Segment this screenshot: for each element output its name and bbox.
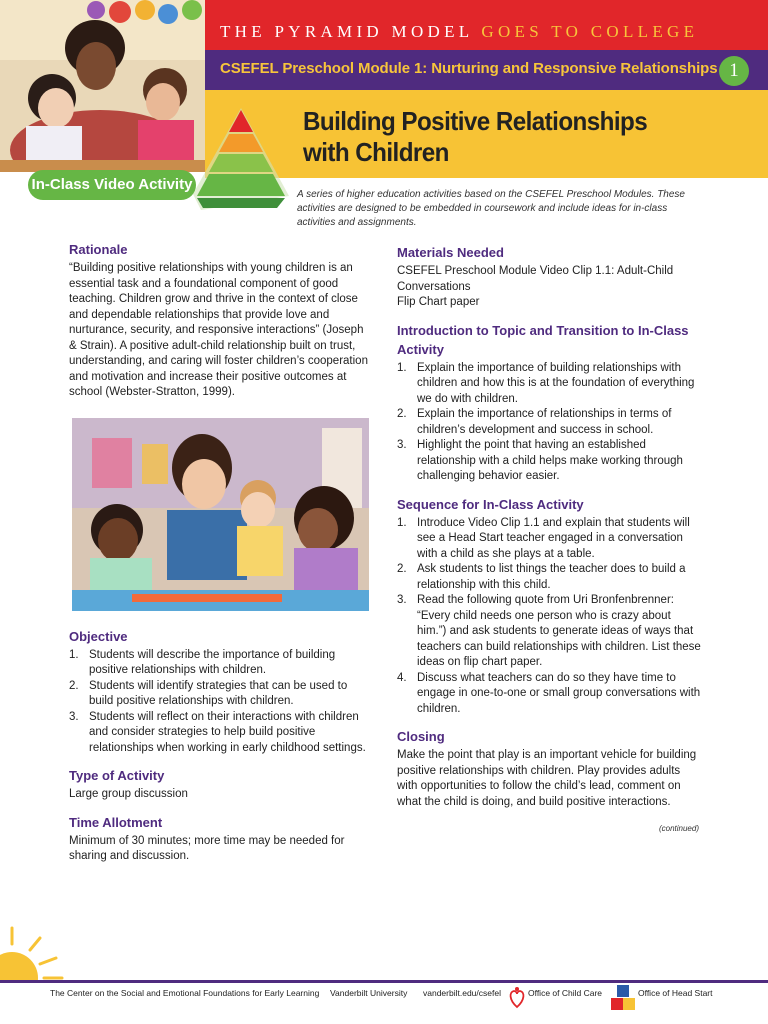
rationale-section xyxy=(69,240,370,401)
rationale-heading: Rationale xyxy=(69,242,128,257)
page-title-line1: Building Positive Relationships xyxy=(303,106,648,136)
list-item-text: Explain the importance of relationships in terms of children’s development and success in school. xyxy=(417,408,672,436)
footer-center-name: The Center on the Social and Emotional Foundations for Early Learning xyxy=(50,988,320,998)
list-item: 1. Introduce Video Clip 1.1 and explain that students will see a Head Start teacher engaged in a conversation with a child as she plays at a table. xyxy=(397,516,690,560)
list-item-text: Highlight the point that having an established relationship with a child helps make working through challenging behavior easier. xyxy=(417,439,683,482)
child-care-heart-icon xyxy=(507,986,527,1010)
continued-note: (continued) xyxy=(658,824,699,833)
time-allotment-heading: Time Allotment xyxy=(69,814,163,830)
list-item-text: Students will reflect on their interactions with children and consider strategies to help build positive relationships when working in early childhood settings. xyxy=(89,710,366,754)
introduction-list xyxy=(397,361,702,485)
header-photo xyxy=(0,0,205,172)
introduction-heading: Introduction to Topic and Transition to In-Class Activity xyxy=(397,322,689,357)
introduction-section xyxy=(397,321,702,485)
list-item: 3. Students will reflect on their interactions with children and consider strategies to help build positive relationships when working in early childhood settings. xyxy=(69,710,366,754)
objective-section xyxy=(69,627,370,757)
module-number-badge: 1 xyxy=(719,56,749,86)
module-title: CSEFEL Preschool Module 1: Nurturing and Responsive Relationships xyxy=(220,60,718,77)
subtitle: A series of higher education activities based on the CSEFEL Preschool Modules. These activities are designed to be embedded in coursework and include ideas for in-class activities and assignments. xyxy=(297,189,685,228)
time-allotment-section xyxy=(69,813,370,865)
materials-section xyxy=(397,243,702,311)
left-column xyxy=(69,240,370,875)
list-item: 4. Discuss what teachers can do so they have time to engage in one-to-one or small group conversations with children. xyxy=(397,671,701,715)
sequence-list xyxy=(397,516,702,718)
materials-line2: Flip Chart paper xyxy=(397,296,480,308)
list-item-text: Discuss what teachers can do so they have time to engage in one-to-one or small group conversations with children. xyxy=(417,671,701,715)
series-title xyxy=(220,22,698,42)
list-item-text: Students will describe the importance of building positive relationships with children. xyxy=(89,648,336,676)
list-item: 3. Highlight the point that having an established relationship with a child helps make working through challenging behavior easier. xyxy=(397,439,683,482)
pyramid-model-icon xyxy=(191,104,291,214)
footer-head-start: Office of Head Start xyxy=(638,988,713,998)
closing-text: Make the point that play is an important vehicle for building positive relationships with children. Play provides adults with opportunities to follow the child’s lead, comment on what the child is doing, and build positive interactions. xyxy=(397,749,697,808)
list-item: 1. Students will describe the importance of building positive relationships with children. xyxy=(69,648,336,676)
objective-list xyxy=(69,648,370,757)
footer-url[interactable]: vanderbilt.edu/csefel xyxy=(423,988,501,998)
list-item: 2. Students will identify strategies that can be used to build positive relationships with children. xyxy=(69,679,348,707)
list-item-text: Explain the importance of building relationships with children and how this is at the foundation of everything we do with children. xyxy=(417,361,695,405)
list-item: 1. Explain the importance of building relationships with children and how this is at the foundation of everything we do with children. xyxy=(397,361,695,405)
materials-heading: Materials Needed xyxy=(397,245,504,260)
list-item: 2. Ask students to list things the teacher does to build a relationship with this child. xyxy=(397,563,686,591)
list-item-text: Students will identify strategies that can be used to build positive relationships with children. xyxy=(89,679,348,707)
closing-heading: Closing xyxy=(397,729,445,744)
right-column xyxy=(397,243,702,833)
type-of-activity-heading: Type of Activity xyxy=(69,768,165,783)
time-allotment-text: Minimum of 30 minutes; more time may be needed for sharing and discussion. xyxy=(69,834,345,862)
page-title xyxy=(303,106,675,168)
sequence-section xyxy=(397,495,702,718)
sequence-heading: Sequence for In-Class Activity xyxy=(397,496,584,512)
list-item-text: Read the following quote from Uri Bronfenbrenner: “Every child needs one person who is crazy about him.”) and ask students to generate ideas of ways that teachers can build relationships with children. List these ideas on flip chart paper. xyxy=(417,594,701,668)
list-item: 2. Explain the importance of relationships in terms of children’s development and success in school. xyxy=(397,408,672,436)
materials-line1: CSEFEL Preschool Module Video Clip 1.1: Adult-Child Conversations xyxy=(397,265,674,293)
page-title-line2: with Children xyxy=(303,137,449,167)
closing-section xyxy=(397,727,702,810)
list-item-text: Ask students to list things the teacher does to build a relationship with this child. xyxy=(417,563,686,591)
type-of-activity-text: Large group discussion xyxy=(69,788,188,800)
rationale-text: “Building positive relationships with young children is an essential task and a foundational component of good teaching. Children grow and thrive in the context of close and dependable relationships that provide love and nurturance, security, and responsive interactions” (Joseph & Strain). A positive adult-child relationship built on trust, understanding, and caring will foster children’s cooperation and motivation and increase their positive outcomes at school (Webster-Stratton, 1999). xyxy=(69,262,368,398)
type-of-activity-section xyxy=(69,766,370,803)
sun-icon xyxy=(0,920,70,982)
series-title-suffix: GOES TO COLLEGE xyxy=(481,22,699,41)
footer-child-care: Office of Child Care xyxy=(528,988,603,998)
activity-type-pill: In-Class Video Activity xyxy=(28,170,196,200)
list-item-text: Introduce Video Clip 1.1 and explain that students will see a Head Start teacher engaged in a conversation with a child as she plays at a table. xyxy=(417,516,690,560)
objective-heading: Objective xyxy=(69,628,128,644)
footer-rule xyxy=(0,980,768,983)
classroom-photo xyxy=(72,418,369,611)
series-title-prefix: THE PYRAMID MODEL xyxy=(220,22,482,41)
head-start-blocks-icon xyxy=(608,984,636,1012)
footer-university: Vanderbilt University xyxy=(330,988,408,998)
list-item: 3. Read the following quote from Uri Bronfenbrenner: “Every child needs one person who is crazy about him.”) and ask students to generate ideas of ways that teachers can build relationships with children. List these ideas on flip chart paper. xyxy=(397,594,701,668)
